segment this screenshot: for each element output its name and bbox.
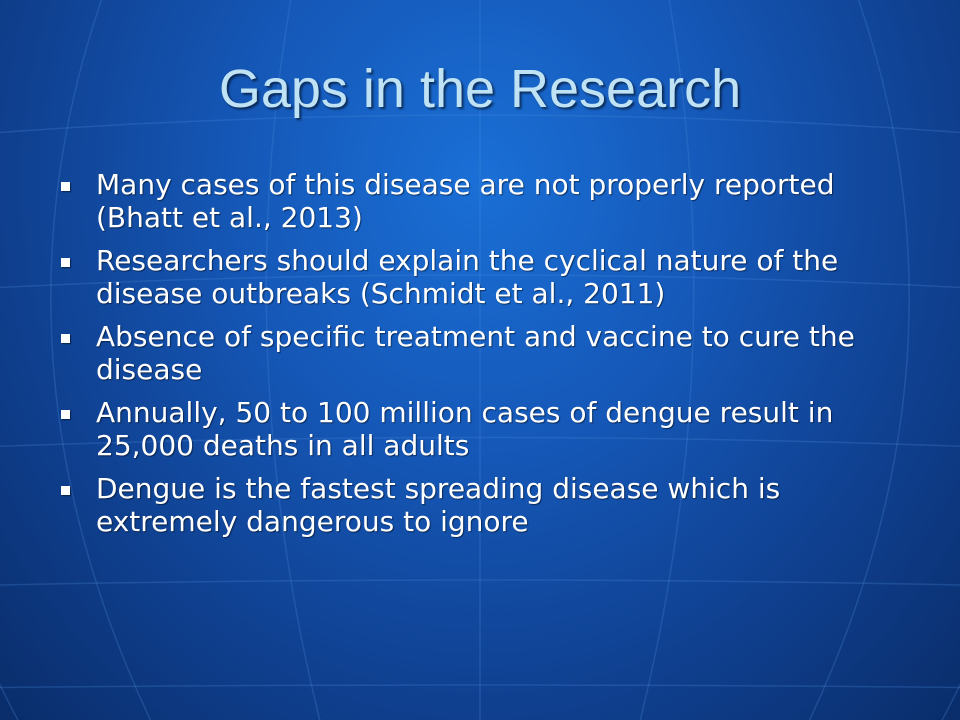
- bullet-item: [58, 320, 918, 386]
- bullet-item: [58, 168, 918, 234]
- square-bullet-icon: [61, 410, 70, 419]
- bullet-list: [58, 168, 918, 548]
- bullet-text: Dengue is the fastest spreading disease which is extremely dangerous to ignore: [96, 472, 781, 538]
- bullet-item: [58, 472, 918, 538]
- bullet-text: Many cases of this disease are not properly reported (Bhatt et al., 2013): [96, 168, 835, 234]
- bullet-text: Absence of specific treatment and vaccine to cure the disease: [96, 320, 855, 386]
- bullet-item: [58, 244, 918, 310]
- bullet-item: [58, 396, 918, 462]
- square-bullet-icon: [61, 334, 70, 343]
- bullet-text: Annually, 50 to 100 million cases of dengue result in 25,000 deaths in all adults: [96, 396, 834, 462]
- square-bullet-icon: [61, 182, 70, 191]
- bullet-text: Researchers should explain the cyclical nature of the disease outbreaks (Schmidt et al., 2011): [96, 244, 839, 310]
- slide-title: Gaps in the Research: [218, 59, 742, 119]
- square-bullet-icon: [61, 258, 70, 267]
- square-bullet-icon: [61, 486, 70, 495]
